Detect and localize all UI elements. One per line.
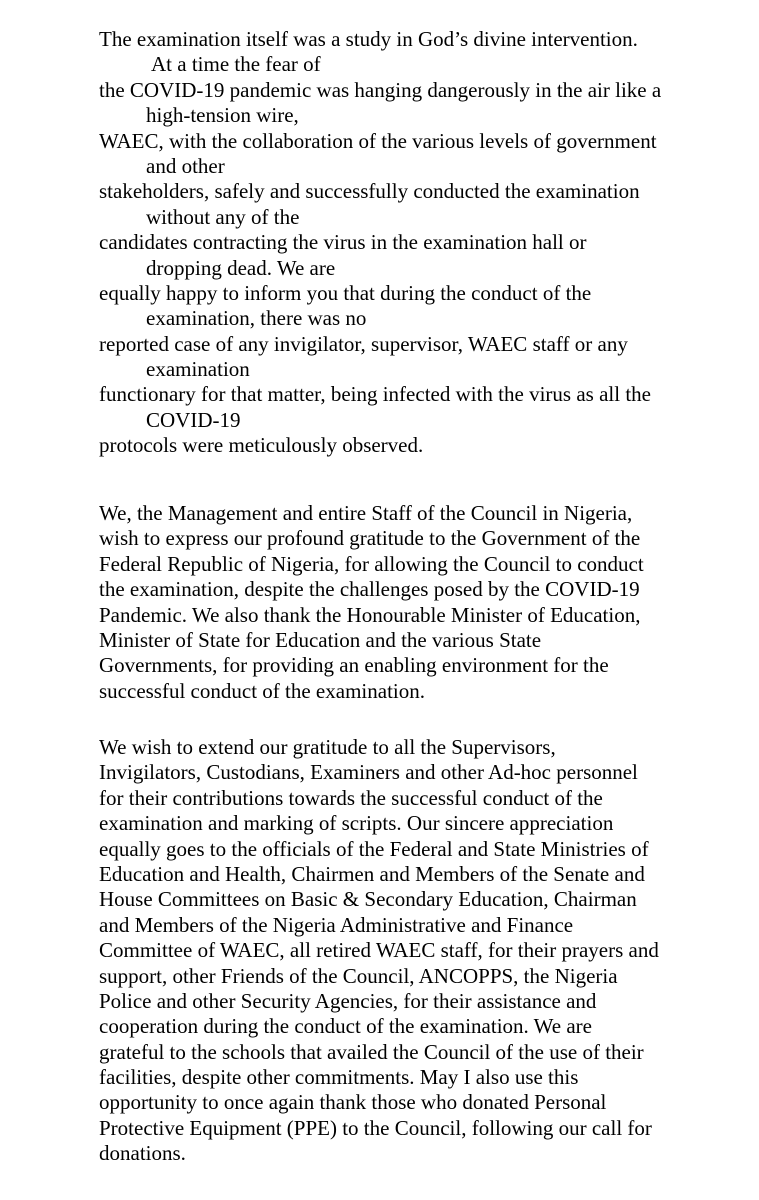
text-line: WAEC, with the collaboration of the various levels of government	[99, 128, 657, 153]
text-line: protocols were meticulously observed.	[99, 433, 424, 458]
text-line: functionary for that matter, being infected with the virus as all the	[99, 382, 651, 407]
text-line: reported case of any invigilator, supervisor, WAEC staff or any	[99, 331, 628, 356]
text-line: the examination, despite the challenges posed by the COVID-19	[99, 577, 640, 602]
text-line: Pandemic. We also thank the Honourable Minister of Education,	[99, 602, 641, 627]
paragraph-covid-examination	[99, 27, 739, 459]
text-line: House Committees on Basic & Secondary Education, Chairman	[99, 887, 637, 912]
text-line: examination and marking of scripts. Our sincere appreciation	[99, 811, 614, 836]
text-line: successful conduct of the examination.	[99, 678, 425, 703]
text-line: examination	[146, 357, 250, 382]
text-line: The examination itself was a study in God’s divine intervention.	[99, 27, 638, 51]
text-line: facilities, despite other commitments. May I also use this	[99, 1065, 579, 1090]
text-line: support, other Friends of the Council, ANCOPPS, the Nigeria	[99, 963, 618, 988]
text-line: high-tension wire,	[146, 103, 299, 128]
text-line: stakeholders, safely and successfully conducted the examination	[99, 179, 640, 204]
text-line: Protective Equipment (PPE) to the Council, following our call for	[99, 1115, 652, 1140]
text-line: Minister of State for Education and the various State	[99, 627, 542, 652]
text-line: opportunity to once again thank those who donated Personal	[99, 1090, 607, 1115]
text-line: We, the Management and entire Staff of the Council in Nigeria,	[99, 501, 633, 525]
text-line: dropping dead. We are	[146, 255, 336, 280]
paragraph-gratitude-government	[99, 501, 739, 704]
text-line: donations.	[99, 1141, 186, 1166]
text-line: Federal Republic of Nigeria, for allowing the Council to conduct	[99, 551, 644, 576]
text-line: and other	[146, 153, 225, 178]
text-line: Police and other Security Agencies, for their assistance and	[99, 988, 597, 1013]
text-line: equally goes to the officials of the Federal and State Ministries of	[99, 836, 649, 861]
text-line: Governments, for providing an enabling environment for the	[99, 653, 609, 678]
text-line: without any of the	[146, 204, 300, 229]
text-line: wish to express our profound gratitude to the Government of the	[99, 526, 641, 551]
text-line: At a time the fear of	[151, 52, 321, 77]
text-line: cooperation during the conduct of the examination. We are	[99, 1014, 592, 1039]
text-line: Committee of WAEC, all retired WAEC staff, for their prayers and	[99, 938, 659, 963]
paragraph-gratitude-personnel	[99, 735, 739, 1167]
text-line: COVID-19	[146, 407, 241, 432]
text-line: for their contributions towards the successful conduct of the	[99, 785, 603, 810]
text-line: the COVID-19 pandemic was hanging dangerously in the air like a	[99, 77, 662, 102]
text-line: Education and Health, Chairmen and Members of the Senate and	[99, 861, 645, 886]
text-line: equally happy to inform you that during the conduct of the	[99, 280, 592, 305]
text-line: We wish to extend our gratitude to all the Supervisors,	[99, 735, 556, 759]
text-line: grateful to the schools that availed the Council of the use of their	[99, 1039, 644, 1064]
text-line: examination, there was no	[146, 306, 367, 331]
text-line: Invigilators, Custodians, Examiners and other Ad-hoc personnel	[99, 760, 638, 785]
text-line: candidates contracting the virus in the examination hall or	[99, 230, 587, 255]
text-line: and Members of the Nigeria Administrative and Finance	[99, 912, 574, 937]
